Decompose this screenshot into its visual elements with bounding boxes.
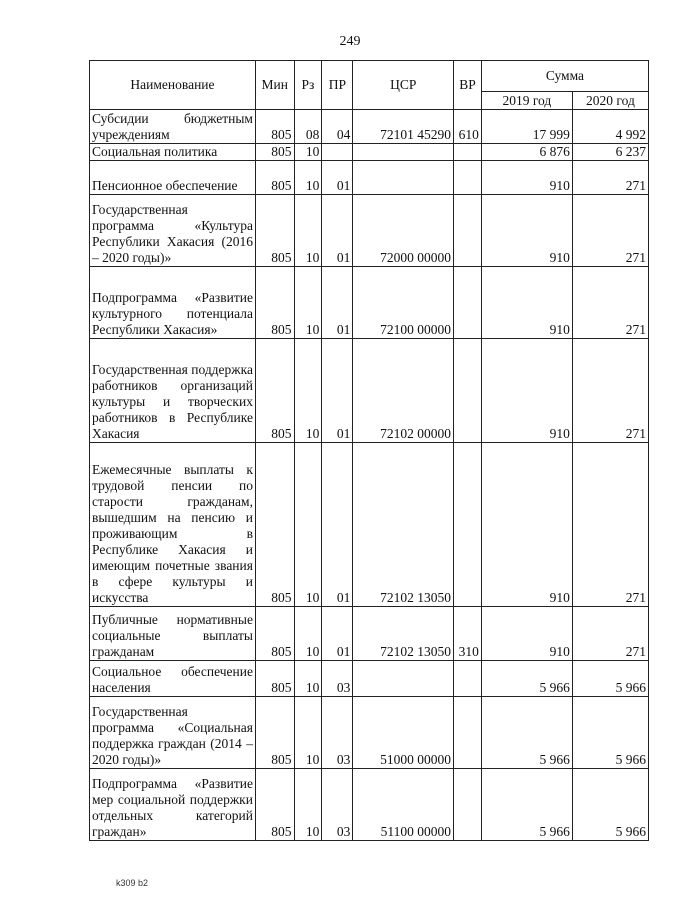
footer-code: k309 b2 xyxy=(116,878,149,888)
budget-table xyxy=(89,60,649,841)
row-rz: 10 xyxy=(294,443,322,607)
page-number: 249 xyxy=(339,34,361,49)
row-min: 805 xyxy=(255,769,294,841)
table-body xyxy=(90,110,649,841)
row-name: Подпрограмма «Развитие мер социальной поддержки отдельных категорий граждан» xyxy=(90,769,256,841)
row-min: 805 xyxy=(255,144,294,161)
header-year-2019: 2019 год xyxy=(481,92,572,110)
header-rz: Рз xyxy=(294,61,322,110)
row-sum-2020: 271 xyxy=(572,607,648,661)
row-pr: 03 xyxy=(322,769,353,841)
row-name: Государственная программа «Культура Республики Хакасия (2016 – 2020 годы)» xyxy=(90,195,256,267)
header-year-2020: 2020 год xyxy=(572,92,648,110)
row-sum-2020: 271 xyxy=(572,267,648,339)
row-min: 805 xyxy=(255,607,294,661)
row-sum-2020: 4 992 xyxy=(572,110,648,144)
row-sum-2019: 910 xyxy=(481,267,572,339)
table-row xyxy=(90,110,649,144)
table-row xyxy=(90,339,649,443)
row-rz: 10 xyxy=(294,661,322,697)
row-min: 805 xyxy=(255,267,294,339)
header-name: Наименование xyxy=(90,61,256,110)
table-row xyxy=(90,144,649,161)
row-pr: 04 xyxy=(322,110,353,144)
row-rz: 10 xyxy=(294,267,322,339)
row-rz: 10 xyxy=(294,697,322,769)
row-min: 805 xyxy=(255,443,294,607)
row-min: 805 xyxy=(255,697,294,769)
row-rz: 10 xyxy=(294,144,322,161)
row-sum-2020: 271 xyxy=(572,195,648,267)
row-name: Публичные нормативные социальные выплаты гражданам xyxy=(90,607,256,661)
row-csr xyxy=(353,661,454,697)
row-vr xyxy=(454,144,482,161)
row-sum-2020: 271 xyxy=(572,161,648,195)
row-name: Государственная поддержка работников организаций культуры и творческих работников в Республике Хакасия xyxy=(90,339,256,443)
row-sum-2019: 910 xyxy=(481,161,572,195)
row-sum-2019: 910 xyxy=(481,607,572,661)
row-csr: 72102 13050 xyxy=(353,443,454,607)
row-sum-2019: 5 966 xyxy=(481,697,572,769)
row-sum-2020: 5 966 xyxy=(572,697,648,769)
row-rz: 10 xyxy=(294,339,322,443)
table-row xyxy=(90,769,649,841)
row-pr: 01 xyxy=(322,339,353,443)
row-csr: 51100 00000 xyxy=(353,769,454,841)
row-rz: 10 xyxy=(294,607,322,661)
row-sum-2019: 5 966 xyxy=(481,661,572,697)
row-vr xyxy=(454,195,482,267)
row-sum-2019: 910 xyxy=(481,339,572,443)
row-pr: 01 xyxy=(322,443,353,607)
row-min: 805 xyxy=(255,661,294,697)
row-sum-2019: 17 999 xyxy=(481,110,572,144)
row-pr: 03 xyxy=(322,697,353,769)
header-sum: Сумма xyxy=(481,61,648,92)
row-name: Государственная программа «Социальная поддержка граждан (2014 – 2020 годы)» xyxy=(90,697,256,769)
row-vr: 610 xyxy=(454,110,482,144)
row-sum-2020: 271 xyxy=(572,443,648,607)
row-min: 805 xyxy=(255,195,294,267)
row-pr: 01 xyxy=(322,607,353,661)
table-row xyxy=(90,267,649,339)
row-vr xyxy=(454,161,482,195)
row-vr xyxy=(454,443,482,607)
table-row xyxy=(90,661,649,697)
header-pr: ПР xyxy=(322,61,353,110)
row-min: 805 xyxy=(255,110,294,144)
row-name: Пенсионное обеспечение xyxy=(90,161,256,195)
row-sum-2019: 6 876 xyxy=(481,144,572,161)
row-csr: 72100 00000 xyxy=(353,267,454,339)
row-sum-2020: 5 966 xyxy=(572,661,648,697)
row-vr xyxy=(454,267,482,339)
row-csr: 72102 00000 xyxy=(353,339,454,443)
row-vr xyxy=(454,769,482,841)
row-rz: 10 xyxy=(294,195,322,267)
row-pr: 01 xyxy=(322,267,353,339)
row-sum-2019: 5 966 xyxy=(481,769,572,841)
row-min: 805 xyxy=(255,339,294,443)
row-csr: 72000 00000 xyxy=(353,195,454,267)
row-pr: 01 xyxy=(322,161,353,195)
row-vr xyxy=(454,339,482,443)
row-sum-2020: 271 xyxy=(572,339,648,443)
row-rz: 10 xyxy=(294,769,322,841)
row-sum-2020: 5 966 xyxy=(572,769,648,841)
row-min: 805 xyxy=(255,161,294,195)
row-pr: 01 xyxy=(322,195,353,267)
row-csr: 72102 13050 xyxy=(353,607,454,661)
row-pr: 03 xyxy=(322,661,353,697)
row-csr xyxy=(353,144,454,161)
table-row xyxy=(90,607,649,661)
row-sum-2019: 910 xyxy=(481,443,572,607)
table-row xyxy=(90,161,649,195)
table-row xyxy=(90,195,649,267)
row-sum-2020: 6 237 xyxy=(572,144,648,161)
table-row xyxy=(90,697,649,769)
row-name: Ежемесячные выплаты к трудовой пенсии по старости гражданам, вышедшим на пенсию и проживающим в Республике Хакасия и имеющим почетные звания в сфере культуры и искусства xyxy=(90,443,256,607)
row-pr xyxy=(322,144,353,161)
header-csr: ЦСР xyxy=(353,61,454,110)
row-name: Социальная политика xyxy=(90,144,256,161)
row-rz: 08 xyxy=(294,110,322,144)
row-vr xyxy=(454,661,482,697)
row-name: Социальное обеспечение населения xyxy=(90,661,256,697)
header-min: Мин xyxy=(255,61,294,110)
row-name: Подпрограмма «Развитие культурного потенциала Республики Хакасия» xyxy=(90,267,256,339)
row-sum-2019: 910 xyxy=(481,195,572,267)
row-csr: 51000 00000 xyxy=(353,697,454,769)
table-row xyxy=(90,443,649,607)
header-vr: ВР xyxy=(454,61,482,110)
row-name: Субсидии бюджетным учреждениям xyxy=(90,110,256,144)
row-csr: 72101 45290 xyxy=(353,110,454,144)
row-rz: 10 xyxy=(294,161,322,195)
row-vr xyxy=(454,697,482,769)
row-vr: 310 xyxy=(454,607,482,661)
row-csr xyxy=(353,161,454,195)
